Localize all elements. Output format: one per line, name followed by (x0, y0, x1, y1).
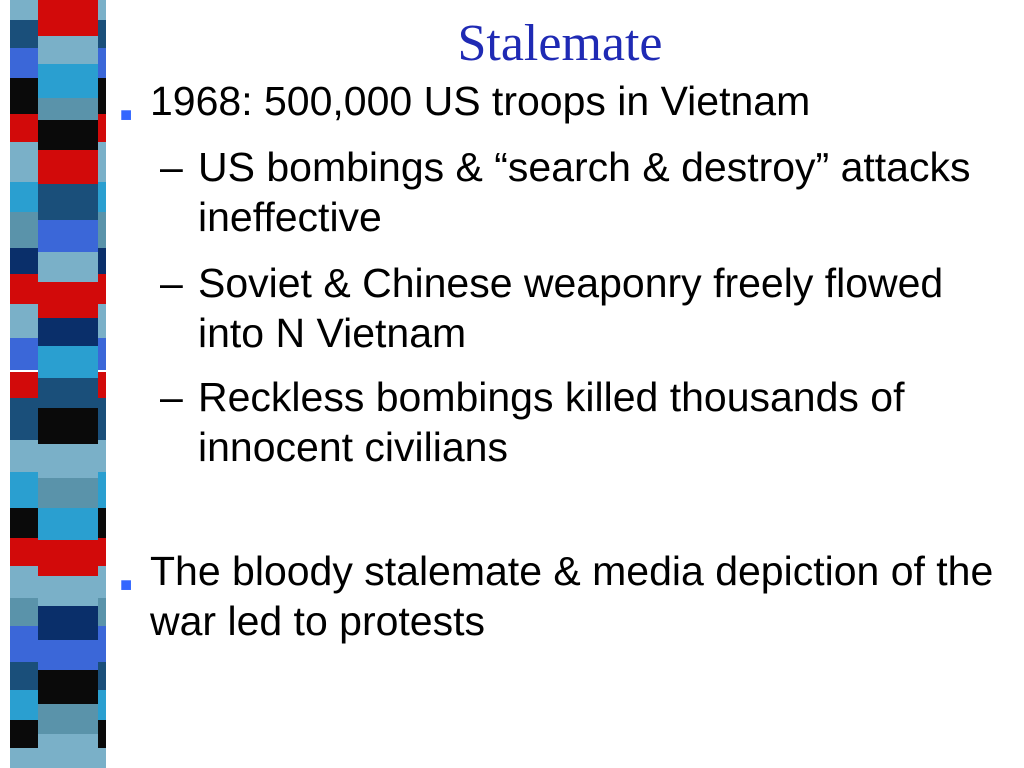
stripe-block (38, 252, 98, 282)
stripe-block (38, 98, 98, 120)
stripe-block (38, 576, 98, 606)
stripe-block (38, 478, 98, 508)
stripe-block (38, 670, 98, 704)
sub-bullet-text: Reckless bombings killed thousands of innocent civilians (198, 374, 905, 470)
stripe-block (38, 36, 98, 64)
stripe-block (38, 64, 98, 98)
stripe-block (38, 640, 98, 670)
stripe-block (38, 704, 98, 734)
stripe-block (38, 408, 98, 444)
stripe-block (38, 184, 98, 220)
stripe-block (38, 508, 98, 540)
stripe-block (38, 220, 98, 252)
dash-bullet: – (160, 374, 183, 420)
bullet-text: The bloody stalemate & media depiction of the war led to protests (150, 548, 994, 644)
bullet-text: 1968: 500,000 US troops in Vietnam (150, 78, 811, 124)
stripe-block (38, 0, 98, 36)
stripe-block (38, 150, 98, 184)
dash-bullet: – (160, 144, 183, 190)
square-bullet-icon: ■ (120, 104, 133, 126)
sub-bullet-text: Soviet & Chinese weaponry freely flowed into N Vietnam (198, 260, 944, 356)
stripe-block (38, 378, 98, 408)
sub-bullet-text: US bombings & “search & destroy” attacks ineffective (198, 144, 971, 240)
stripe-block (38, 540, 98, 576)
square-bullet-icon: ■ (120, 574, 133, 596)
sub-bullet-item (112, 258, 1012, 358)
stripe-block (38, 120, 98, 150)
decorative-stripe (0, 0, 112, 768)
bullet-item (112, 76, 1012, 126)
stripe-block (38, 282, 98, 318)
sub-bullet-item (112, 142, 1012, 242)
stripe-block (38, 606, 98, 640)
dash-bullet: – (160, 260, 183, 306)
stripe-block (38, 734, 98, 768)
stripe-block (38, 318, 98, 346)
stripe-block (38, 444, 98, 478)
sub-bullet-item (112, 372, 1012, 472)
slide-title: Stalemate (457, 15, 663, 72)
stripe-block (38, 346, 98, 378)
bullet-item (112, 546, 1012, 646)
